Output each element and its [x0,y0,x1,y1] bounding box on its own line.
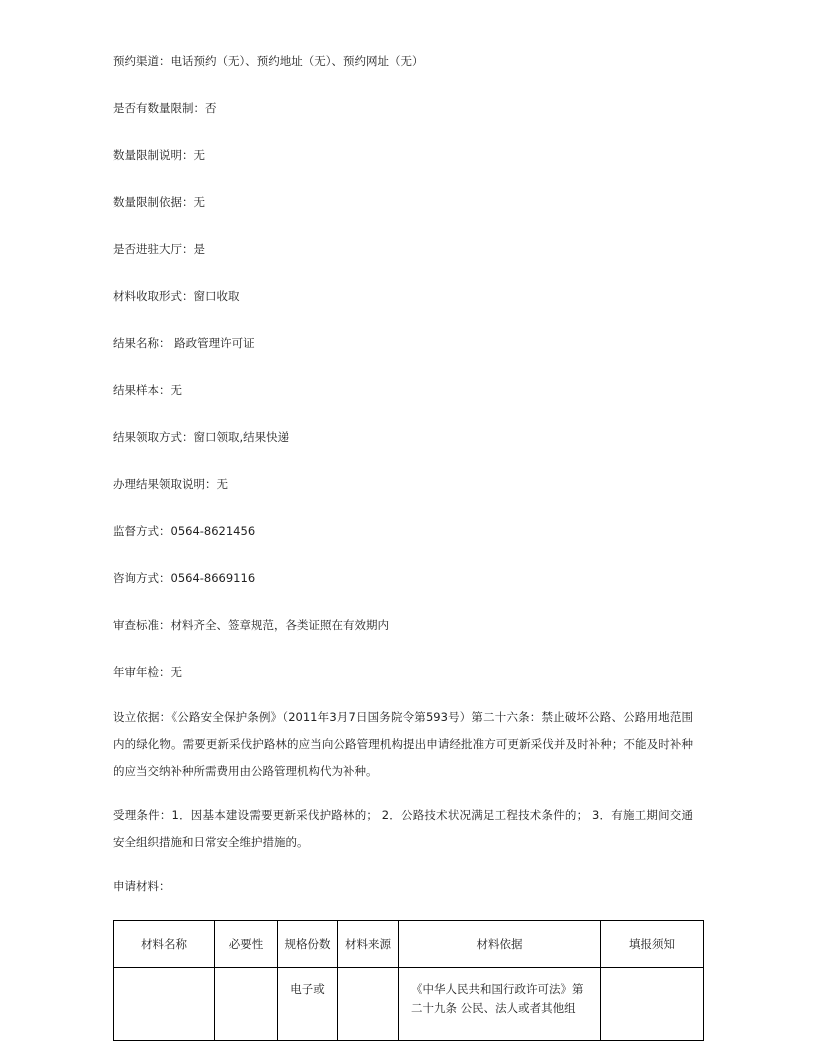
cell-material-source [338,968,399,1041]
establishment-basis: 设立依据：《公路安全保护条例》（2011年3月7日国务院令第593号）第二十六条：禁止破坏公路、公路用地范围内的绿化物。需要更新采伐护路林的应当向公路管理机构提出申请经批准方可更新采伐并及时补种；不能及时补种的应当交纳补种所需费用由公路管理机构代为补种。 [113,710,693,778]
consultation-method: 咨询方式：0564-8669116 [113,571,256,585]
table-header-row [114,921,704,968]
result-sample: 结果样本：无 [113,383,182,397]
cell-material-basis: 《中华人民共和国行政许可法》第二十九条 公民、法人或者其他组 [399,968,601,1041]
quantity-limit-note: 数量限制说明：无 [113,148,205,162]
quantity-limit-basis: 数量限制依据：无 [113,195,205,209]
acceptance-conditions: 受理条件：1．因基本建设需要更新采伐护路林的； 2．公路技术状况满足工程技术条件的； 3．有施工期间交通安全组织措施和日常安全维护措施的。 [113,808,693,849]
header-fill-notes: 填报须知 [601,921,704,968]
material-collection: 材料收取形式：窗口收取 [113,289,240,303]
cell-fill-notes [601,968,704,1041]
annual-review: 年审年检：无 [113,665,182,679]
cell-necessity [215,968,278,1041]
materials-table [113,920,704,1041]
materials-heading: 申请材料： [113,879,171,893]
header-material-basis: 材料依据 [399,921,601,968]
header-material-source: 材料来源 [338,921,399,968]
result-pickup-note: 办理结果领取说明：无 [113,477,228,491]
supervision-method: 监督方式：0564-8621456 [113,524,256,538]
result-name: 结果名称： 路政管理许可证 [113,336,255,350]
cell-material-name [114,968,215,1041]
header-spec-copies: 规格份数 [278,921,338,968]
cell-spec-copies: 电子或 [278,968,338,1041]
reservation-channel: 预约渠道：电话预约（无）、预约地址（无）、预约网址（无） [113,54,424,68]
hall-entry: 是否进驻大厅：是 [113,242,205,256]
header-necessity: 必要性 [215,921,278,968]
header-material-name: 材料名称 [114,921,215,968]
review-standard: 审查标准：材料齐全、签章规范，各类证照在有效期内 [113,618,389,632]
result-pickup-method: 结果领取方式：窗口领取,结果快递 [113,430,290,444]
table-row [114,968,704,1041]
quantity-limit: 是否有数量限制：否 [113,101,217,115]
